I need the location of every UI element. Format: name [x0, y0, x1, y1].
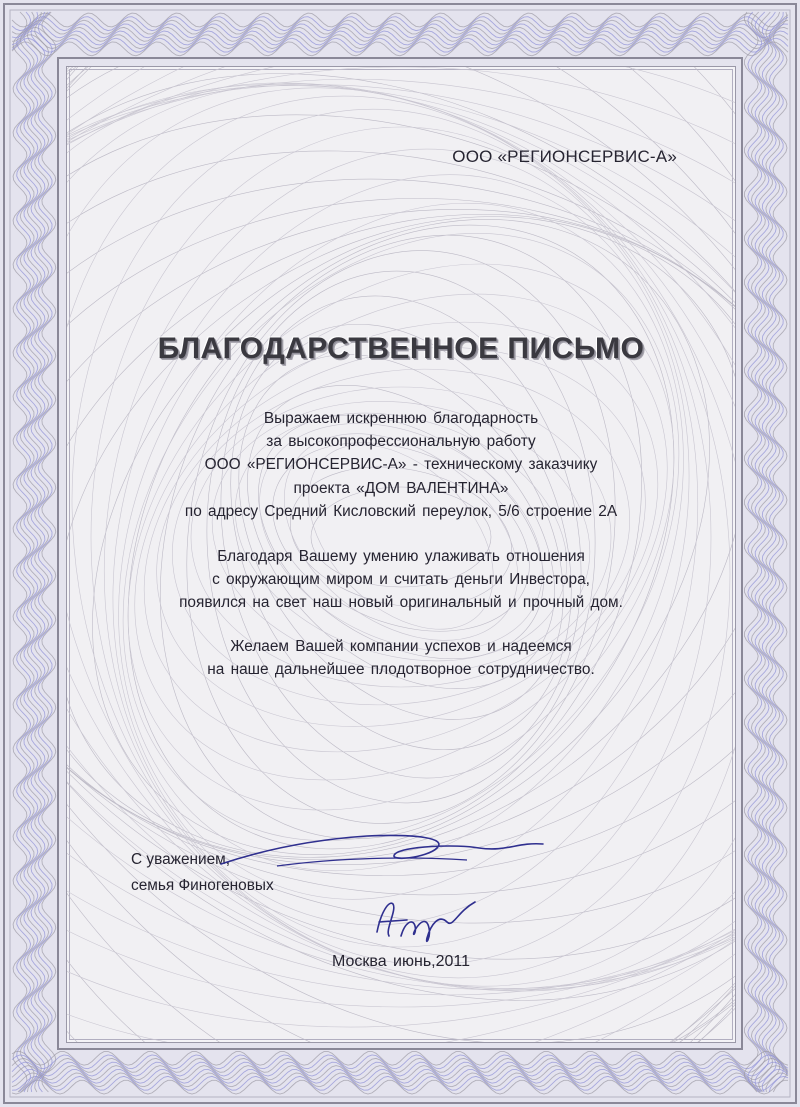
letter-title: БЛАГОДАРСТВЕННОЕ ПИСЬМО: [157, 332, 645, 365]
text-line: с окружающим миром и считать деньги Инвестора,: [212, 571, 590, 589]
text-line: Выражаем искреннюю благодарность: [263, 410, 539, 427]
place-and-date: Москва июнь,2011: [331, 953, 471, 970]
text-line: по адресу Средний Кисловский переулок, 5/6 строение 2А: [184, 502, 618, 520]
company-header: ООО «РЕГИОНСЕРВИС-А»: [452, 147, 677, 166]
text-line: ООО «РЕГИОНСЕРВИС-А» - техническому заказчику: [204, 456, 598, 474]
signature-mark: [367, 892, 487, 952]
text-line: Благодаря Вашему умению улаживать отношения: [217, 548, 585, 565]
wishes-paragraph: [67, 635, 735, 681]
text-line: Желаем Вашей компании успехов и надеемся: [230, 638, 572, 655]
text-line: появился на свет наш новый оригинальный и прочный дом.: [179, 594, 623, 612]
text-line: за высокопрофессиональную работу: [266, 433, 536, 451]
appreciation-paragraph: [67, 545, 735, 615]
signature-scribble: [217, 822, 547, 882]
letter-body: [66, 66, 736, 1043]
closing-salutation: С уважением,: [131, 851, 231, 868]
text-line: на наше дальнейшее плодотворное сотрудничество.: [207, 661, 595, 679]
closing-family-name: семья Финогеновых: [131, 877, 274, 894]
text-line: проекта «ДОМ ВАЛЕНТИНА»: [293, 479, 509, 497]
gratitude-paragraph: [67, 407, 735, 523]
